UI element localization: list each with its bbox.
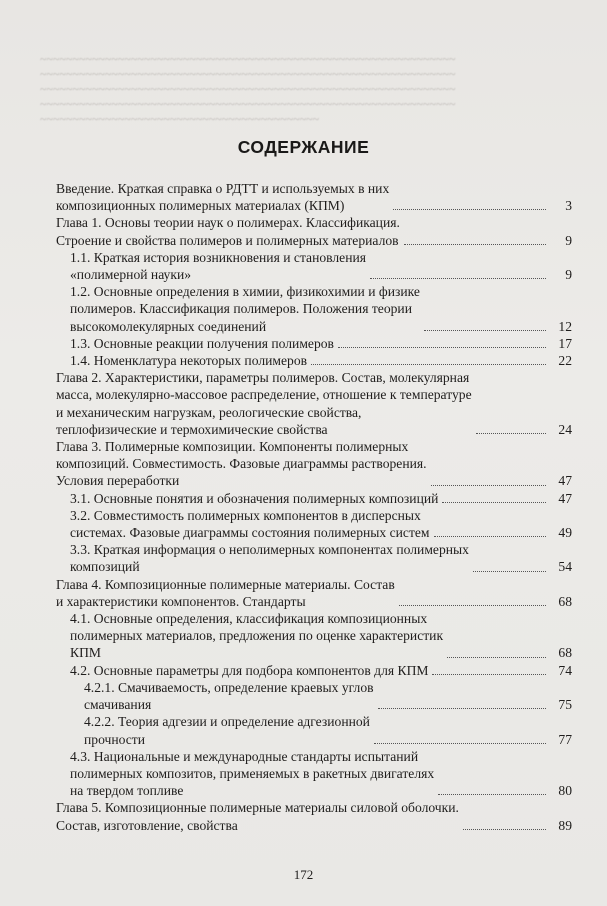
toc-entry-line: 1.3. Основные реакции получения полимеров [70,335,334,351]
toc-entry-title [56,214,400,248]
toc-entry-title [70,490,438,507]
toc-leader-dots [374,743,546,744]
toc-entry-title [70,748,434,800]
toc-leader-dots [463,829,546,830]
toc-entry [56,335,572,352]
toc-entry-line: 1.1. Краткая история возникновения и становления [70,249,367,265]
toc-entry-title [70,283,420,335]
toc-page-number: 80 [558,783,572,799]
toc-leader-dots [431,485,546,486]
toc-page-number: 3 [565,198,572,214]
toc-entry-line: КПМ [70,645,101,661]
toc-entry-line: 4.2. Основные параметры для подбора компонентов для КПМ [70,662,429,678]
toc-entry-line: Введение. Краткая справка о РДТТ и используемых в них [56,181,390,196]
toc-entry [56,662,572,679]
toc-page-number: 12 [558,318,572,334]
toc-entry-line: Глава 1. Основы теории наук о полимерах. Классификация. [56,215,400,231]
toc-entry-line: смачивания [84,697,152,713]
toc-entry [56,748,572,800]
toc-entry [56,214,572,248]
toc-entry [56,507,572,541]
toc-entry-line: композиций [70,559,140,575]
toc-entry [56,610,572,662]
toc-leader-dots [370,278,546,279]
toc-entry-line: высокомолекулярных соединений [70,318,267,334]
table-of-contents [56,180,572,834]
toc-page-number: 47 [558,473,572,489]
toc-entry-title [84,679,374,713]
toc-leader-dots [473,571,546,572]
toc-entry [56,679,572,713]
toc-entry-line: Глава 2. Характеристики, параметры полимеров. Состав, молекулярная [56,370,470,386]
toc-page-number: 22 [558,353,572,369]
toc-entry-line: Глава 5. Композиционные полимерные материалы силовой оболочки. [56,800,459,816]
toc-entry-line: 3.1. Основные понятия и обозначения полимерных композиций [70,490,439,506]
toc-entry-title [56,799,459,833]
toc-leader-dots [432,674,546,675]
toc-entry-line: масса, молекулярно-массовое распределение, отношение к температуре [56,387,472,403]
toc-entry-line: теплофизические и термохимические свойства [56,421,328,437]
toc-entry [56,249,572,283]
toc-entry-line: полимерных материалов, предложения по оценке характеристик [70,628,444,644]
toc-leader-dots [338,347,546,348]
toc-entry-line: Состав, изготовление, свойства [56,817,238,833]
toc-entry-line: полимеров. Классификация полимеров. Положения теории [70,301,412,317]
bleed-through-text: ~~~~~~~~~~~~~~~~~~~~~~~~~~~~~~~~~~~~~~~~~~~~~~~~~~~~~~~~~~~~~~~~ ~~~~~~~~~~~~~~~~~~~~~~~~~~~~~~~~~~~~~~~~~~~~~~~~~~~~~~~~~~~~~~~~ ~~~~~~~~~~~~~~~~~~~~~~~~~~~~~~~~~~~~~~~~~~~~~~~~~~~~~~~~~~~~~~~~ ~~~~~~~~~~~~~~~~~~~~~~~~~~~~~~~~~~~~~~~~~~~~~~~~~~~~~~~~~~~~~~~~ ~~~~~~~~~~~~~~~~~~~~~~~~~~~~~~~~~~~~~~~~~~~ [40,52,456,126]
toc-entry-line: 3.2. Совместимость полимерных компонентов в дисперсных [70,507,421,523]
toc-entry-line: системах. Фазовые диаграммы состояния полимерных систем [70,525,430,541]
toc-entry-title [56,576,395,610]
toc-leader-dots [311,364,546,365]
toc-entry [56,799,572,833]
toc-entry-line: Строение и свойства полимеров и полимерных материалов [56,232,399,248]
toc-leader-dots [438,794,546,795]
toc-page-number: 49 [558,525,572,541]
toc-entry-line: прочности [84,731,146,747]
toc-entry-title [70,662,428,679]
toc-leader-dots [447,657,546,658]
toc-leader-dots [404,244,546,245]
toc-entry-line: Глава 4. Композиционные полимерные материалы. Состав [56,576,395,592]
toc-entry [56,541,572,575]
toc-entry-title [84,713,370,747]
toc-page-number: 68 [558,593,572,609]
toc-entry-line: «полимерной науки» [70,267,192,283]
toc-entry-title [56,369,472,438]
page-number: 172 [293,867,314,882]
toc-entry-line: 4.1. Основные определения, классификация композиционных [70,611,428,627]
toc-leader-dots [393,209,546,210]
toc-entry-title [70,352,307,369]
toc-page-number: 74 [558,662,572,678]
toc-entry-line: композиций. Совместимость. Фазовые диаграммы растворения. [56,456,427,472]
toc-entry [56,369,572,438]
toc-page-number: 47 [558,490,572,506]
toc-entry [56,283,572,335]
toc-entry [56,576,572,610]
toc-entry-title [70,541,469,575]
toc-page-number: 9 [565,267,572,283]
toc-entry-title [56,180,389,214]
toc-entry-line: 3.3. Краткая информация о неполимерных компонентах полимерных [70,542,469,558]
toc-entry-title [70,249,366,283]
toc-entry-line: композиционных полимерных материалах (КПМ) [56,198,345,214]
toc-entry [56,490,572,507]
toc-page-number: 24 [558,421,572,437]
toc-entry-line: 4.2.1. Смачиваемость, определение краевых углов [84,679,374,695]
page-title: СОДЕРЖАНИЕ [237,137,370,157]
toc-page-number: 68 [558,645,572,661]
toc-leader-dots [378,708,546,709]
toc-page-number: 54 [558,559,572,575]
toc-leader-dots [434,536,546,537]
toc-entry [56,352,572,369]
toc-entry [56,438,572,490]
toc-entry-title [70,507,430,541]
toc-entry-title [70,610,443,662]
toc-page-number: 9 [565,232,572,248]
toc-page-number: 77 [558,731,572,747]
toc-leader-dots [399,605,546,606]
toc-entry [56,713,572,747]
toc-entry-line: 4.2.2. Теория адгезии и определение адгезионной [84,714,370,730]
toc-entry-line: 1.4. Номенклатура некоторых полимеров [70,353,308,369]
toc-entry-line: и механическим нагрузкам, реологические свойства, [56,404,362,420]
toc-entry-line: Глава 3. Полимерные композиции. Компоненты полимерных [56,439,409,455]
toc-entry-line: Условия переработки [56,473,180,489]
toc-entry [56,180,572,214]
toc-entry-title [56,438,427,490]
toc-entry-line: 4.3. Национальные и международные стандарты испытаний [70,748,419,764]
toc-entry-line: на твердом топливе [70,783,184,799]
toc-leader-dots [442,502,546,503]
toc-entry-line: полимерных композитов, применяемых в ракетных двигателях [70,765,435,781]
toc-leader-dots [424,330,546,331]
toc-entry-line: 1.2. Основные определения в химии, физикохимии и физике [70,284,420,300]
toc-entry-title [70,335,334,352]
toc-page-number: 75 [558,697,572,713]
toc-page-number: 89 [558,817,572,833]
toc-leader-dots [476,433,546,434]
toc-page-number: 17 [558,335,572,351]
toc-entry-line: и характеристики компонентов. Стандарты [56,593,306,609]
